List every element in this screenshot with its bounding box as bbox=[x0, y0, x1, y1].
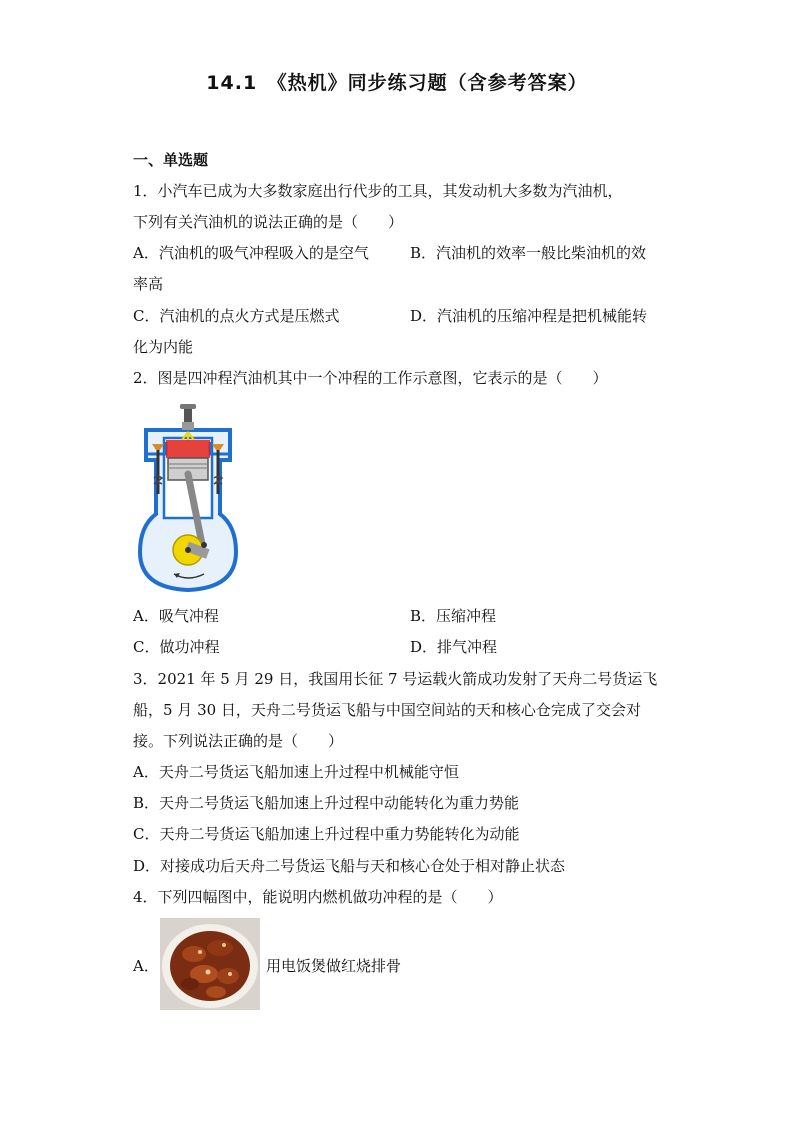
q2-option-a: A．吸气冲程 bbox=[133, 607, 219, 625]
q3-stem-line1: 3．2021 年 5 月 29 日，我国用长征 7 号运载火箭成功发射了天舟二号货运飞 bbox=[133, 670, 658, 688]
q1-option-c: C．汽油机的点火方式是压燃式 bbox=[133, 307, 340, 325]
q2-option-b: B．压缩冲程 bbox=[410, 607, 497, 625]
q4-stem: 4．下列四幅图中，能说明内燃机做功冲程的是（ ） bbox=[133, 888, 503, 906]
q3-option-d: D．对接成功后天舟二号货运飞船与天和核心仓处于相对静止状态 bbox=[133, 857, 566, 875]
q2-option-c: C．做功冲程 bbox=[133, 638, 220, 656]
braised-ribs-photo bbox=[160, 918, 260, 1010]
q3-option-c: C．天舟二号货运飞船加速上升过程中重力势能转化为动能 bbox=[133, 825, 520, 843]
q1-option-d-line2: 化为内能 bbox=[133, 338, 194, 356]
q3-option-b: B．天舟二号货运飞船加速上升过程中动能转化为重力势能 bbox=[133, 794, 520, 812]
q1-option-b-line1: B．汽油机的效率一般比柴油机的效 bbox=[410, 244, 647, 262]
q3-stem-line2: 船，5 月 30 日，天舟二号货运飞船与中国空间站的天和核心仓完成了交会对 bbox=[133, 701, 641, 719]
section-heading: 一、单选题 bbox=[133, 151, 209, 169]
q1-option-d-line1: D．汽油机的压缩冲程是把机械能转 bbox=[410, 307, 648, 325]
q1-stem-line1: 1．小汽车已成为大多数家庭出行代步的工具，其发动机大多数为汽油机， bbox=[133, 182, 623, 200]
engine-diagram bbox=[132, 402, 244, 594]
q1-option-b-line2: 率高 bbox=[133, 275, 164, 293]
page-title: 14.1 《热机》同步练习题（含参考答案） bbox=[206, 72, 588, 94]
combustion-chamber bbox=[166, 440, 210, 458]
q1-stem-line2: 下列有关汽油机的说法正确的是（ ） bbox=[133, 213, 404, 231]
q4-option-a-text: 用电饭煲做红烧排骨 bbox=[266, 957, 402, 975]
q3-stem-line3: 接。下列说法正确的是（ ） bbox=[133, 732, 344, 750]
q1-option-a: A．汽油机的吸气冲程吸入的是空气 bbox=[133, 244, 369, 262]
q2-stem: 2．图是四冲程汽油机其中一个冲程的工作示意图，它表示的是（ ） bbox=[133, 369, 608, 387]
q4-option-a-label: A． bbox=[133, 957, 159, 975]
q2-option-d: D．排气冲程 bbox=[410, 638, 498, 656]
q3-option-a: A．天舟二号货运飞船加速上升过程中机械能守恒 bbox=[133, 763, 459, 781]
